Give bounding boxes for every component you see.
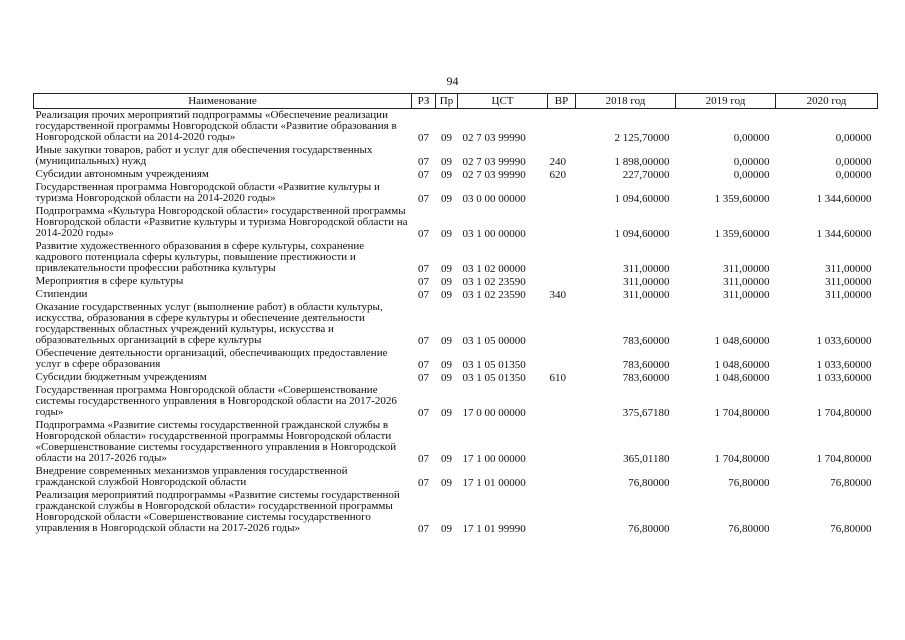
cell-2018: 365,01180 [623, 453, 670, 465]
cell-2019: 1 359,60000 [714, 228, 770, 240]
cell-2019: 1 704,80000 [714, 407, 770, 419]
cell-cst: 03 1 00 00000 [462, 228, 526, 240]
table-row [34, 489, 878, 535]
cell-2020: 76,80000 [830, 523, 872, 535]
cell-rz: 07 [418, 359, 429, 371]
header-vr: ВР [548, 94, 576, 109]
cell-2020: 0,00000 [835, 132, 872, 144]
header-2019: 2019 год [676, 94, 776, 109]
header-2020: 2020 год [776, 94, 878, 109]
cell-rz: 07 [418, 523, 429, 535]
cell-vr [548, 109, 576, 145]
cell-vr [548, 205, 576, 240]
cell-2019: 76,80000 [728, 477, 770, 489]
table-row [34, 301, 878, 347]
cell-name: Реализация прочих мероприятий подпрограммы «Обеспечение реализации государственной программы Новгородской области «Развитие образования в Новгородской области на 2014-2020 годы» [35, 109, 397, 143]
cell-cst: 17 1 01 00000 [462, 477, 526, 489]
cell-2020: 311,00000 [825, 276, 872, 288]
cell-2018: 783,60000 [622, 359, 670, 371]
table-row [34, 419, 878, 465]
cell-2018: 1 898,00000 [614, 156, 670, 168]
table-row [34, 168, 878, 181]
cell-name: Подпрограмма «Культура Новгородской области» государственной программы Новгородской области «Развитие культуры и туризма Новгородской области на 2014-2020 годы» [35, 205, 408, 239]
cell-rz: 07 [418, 263, 429, 275]
cell-name: Государственная программа Новгородской области «Развитие культуры и туризма Новгородской области на 2014-2020 годы» [35, 181, 380, 204]
cell-2019: 1 048,60000 [714, 359, 770, 371]
cell-2018: 311,00000 [623, 276, 670, 288]
cell-name: Обеспечение деятельности организаций, обеспечивающих предоставление услуг в сфере образования [35, 347, 388, 370]
cell-cst: 02 7 03 99990 [462, 132, 526, 144]
cell-2019: 0,00000 [733, 132, 770, 144]
cell-pr: 09 [441, 276, 452, 288]
cell-vr [548, 347, 576, 371]
cell-pr: 09 [441, 263, 452, 275]
cell-rz: 07 [418, 156, 429, 168]
cell-pr: 09 [441, 523, 452, 535]
cell-2019: 76,80000 [728, 523, 770, 535]
cell-cst: 02 7 03 99990 [462, 156, 526, 168]
cell-rz: 07 [418, 193, 429, 205]
cell-2020: 0,00000 [835, 169, 872, 181]
cell-pr: 09 [441, 372, 452, 384]
cell-name: Мероприятия в сфере культуры [35, 275, 184, 287]
cell-cst: 03 1 05 01350 [462, 372, 526, 384]
cell-rz: 07 [418, 228, 429, 240]
cell-vr [548, 301, 576, 347]
cell-cst: 17 0 00 00000 [462, 407, 526, 419]
cell-vr [548, 384, 576, 419]
cell-cst: 03 1 02 23590 [462, 289, 526, 301]
cell-2018: 2 125,70000 [614, 132, 670, 144]
cell-2019: 0,00000 [733, 156, 770, 168]
cell-2019: 311,00000 [723, 276, 770, 288]
cell-pr: 09 [441, 132, 452, 144]
cell-name: Реализация мероприятий подпрограммы «Развитие системы государственной гражданской службы в Новгородской области» государственной программы Новгородской области «Совершенствование системы государственного управления в Новгородской области на 2017-2026 годы» [35, 489, 400, 534]
cell-2019: 0,00000 [733, 169, 770, 181]
table-row [34, 205, 878, 240]
header-name: Наименование [34, 94, 412, 109]
page-number: 94 [446, 74, 459, 88]
cell-vr: 610 [549, 372, 566, 384]
cell-2018: 783,60000 [622, 335, 670, 347]
table-header-row [34, 94, 878, 109]
cell-2019: 1 704,80000 [714, 453, 770, 465]
cell-2018: 227,70000 [622, 169, 670, 181]
table-row [34, 181, 878, 205]
cell-2018: 375,67180 [622, 407, 670, 419]
cell-2020: 0,00000 [835, 156, 872, 168]
cell-vr: 340 [549, 289, 566, 301]
cell-cst: 17 1 01 99990 [462, 523, 526, 535]
cell-2020: 1 344,60000 [816, 228, 872, 240]
table-row [34, 347, 878, 371]
cell-rz: 07 [418, 477, 429, 489]
cell-2019: 311,00000 [723, 289, 770, 301]
header-rz: РЗ [412, 94, 436, 109]
cell-name: Оказание государственных услуг (выполнение работ) в области культуры, искусства, образования в сфере культуры и обеспечение деятельности государственных областных учреждений культуры, искусства и образовательных организаций в сфере культуры [35, 301, 383, 346]
cell-2018: 1 094,60000 [614, 193, 670, 205]
table-row [34, 465, 878, 489]
table-row [34, 275, 878, 288]
header-cst: ЦСТ [458, 94, 548, 109]
cell-rz: 07 [418, 276, 429, 288]
cell-vr [548, 465, 576, 489]
cell-name: Стипендии [35, 288, 88, 300]
cell-cst: 03 1 05 01350 [462, 359, 526, 371]
header-2018: 2018 год [576, 94, 676, 109]
cell-pr: 09 [441, 169, 452, 181]
cell-vr [548, 240, 576, 275]
cell-2019: 1 359,60000 [714, 193, 770, 205]
cell-rz: 07 [418, 132, 429, 144]
cell-2018: 783,60000 [622, 372, 670, 384]
cell-name: Государственная программа Новгородской области «Совершенствование системы государственного управления в Новгородской области на 2017-2026 годы» [35, 384, 397, 418]
cell-name: Субсидии автономным учреждениям [35, 168, 209, 180]
cell-2018: 311,00000 [623, 263, 670, 275]
table-row [34, 240, 878, 275]
cell-cst: 03 1 02 00000 [462, 263, 526, 275]
table-body [34, 109, 878, 536]
cell-pr: 09 [441, 156, 452, 168]
cell-name: Подпрограмма «Развитие системы государственной гражданской службы в Новгородской области» государственной программы Новгородской области «Совершенствование системы государственного управления в Новгородской области на 2017-2026 годы» [35, 419, 397, 464]
cell-2018: 76,80000 [628, 523, 670, 535]
table-row [34, 384, 878, 419]
cell-rz: 07 [418, 407, 429, 419]
cell-rz: 07 [418, 335, 429, 347]
cell-2020: 76,80000 [830, 477, 872, 489]
table-row [34, 109, 878, 145]
header-pr: Пр [436, 94, 458, 109]
cell-pr: 09 [441, 407, 452, 419]
cell-name: Внедрение современных механизмов управления государственной гражданской службой Новгородской области [35, 465, 348, 488]
cell-2020: 311,00000 [825, 263, 872, 275]
cell-2019: 311,00000 [723, 263, 770, 275]
cell-name: Иные закупки товаров, работ и услуг для обеспечения государственных (муниципальных) нужд [35, 144, 373, 167]
cell-pr: 09 [441, 359, 452, 371]
cell-cst: 17 1 00 00000 [462, 453, 526, 465]
cell-name: Развитие художественного образования в сфере культуры, сохранение кадрового потенциала сферы культуры, повышение престижности и привлекательности профессии работника культуры [35, 240, 365, 274]
cell-rz: 07 [418, 453, 429, 465]
cell-2020: 1 033,60000 [816, 372, 872, 384]
cell-pr: 09 [441, 453, 452, 465]
cell-cst: 03 0 00 00000 [462, 193, 526, 205]
cell-cst: 03 1 05 00000 [462, 335, 526, 347]
cell-2018: 1 094,60000 [614, 228, 670, 240]
cell-2020: 1 033,60000 [816, 335, 872, 347]
cell-vr [548, 419, 576, 465]
cell-2020: 311,00000 [825, 289, 872, 301]
budget-table [33, 93, 878, 535]
cell-cst: 03 1 02 23590 [462, 276, 526, 288]
cell-vr: 240 [549, 156, 566, 168]
cell-2020: 1 033,60000 [816, 359, 872, 371]
cell-2019: 1 048,60000 [714, 372, 770, 384]
cell-2018: 76,80000 [628, 477, 670, 489]
cell-pr: 09 [441, 228, 452, 240]
cell-rz: 07 [418, 169, 429, 181]
cell-vr [548, 181, 576, 205]
table-row [34, 144, 878, 168]
cell-2020: 1 344,60000 [816, 193, 872, 205]
table-row [34, 288, 878, 301]
cell-pr: 09 [441, 193, 452, 205]
cell-cst: 02 7 03 99990 [462, 169, 526, 181]
table-row [34, 371, 878, 384]
cell-pr: 09 [441, 335, 452, 347]
cell-rz: 07 [418, 289, 429, 301]
cell-vr [548, 275, 576, 288]
cell-rz: 07 [418, 372, 429, 384]
cell-2018: 311,00000 [623, 289, 670, 301]
cell-2020: 1 704,80000 [816, 407, 872, 419]
cell-vr [548, 489, 576, 535]
cell-vr: 620 [549, 169, 566, 181]
cell-name: Субсидии бюджетным учреждениям [35, 371, 207, 383]
cell-2019: 1 048,60000 [714, 335, 770, 347]
cell-pr: 09 [441, 477, 452, 489]
cell-pr: 09 [441, 289, 452, 301]
cell-2020: 1 704,80000 [816, 453, 872, 465]
